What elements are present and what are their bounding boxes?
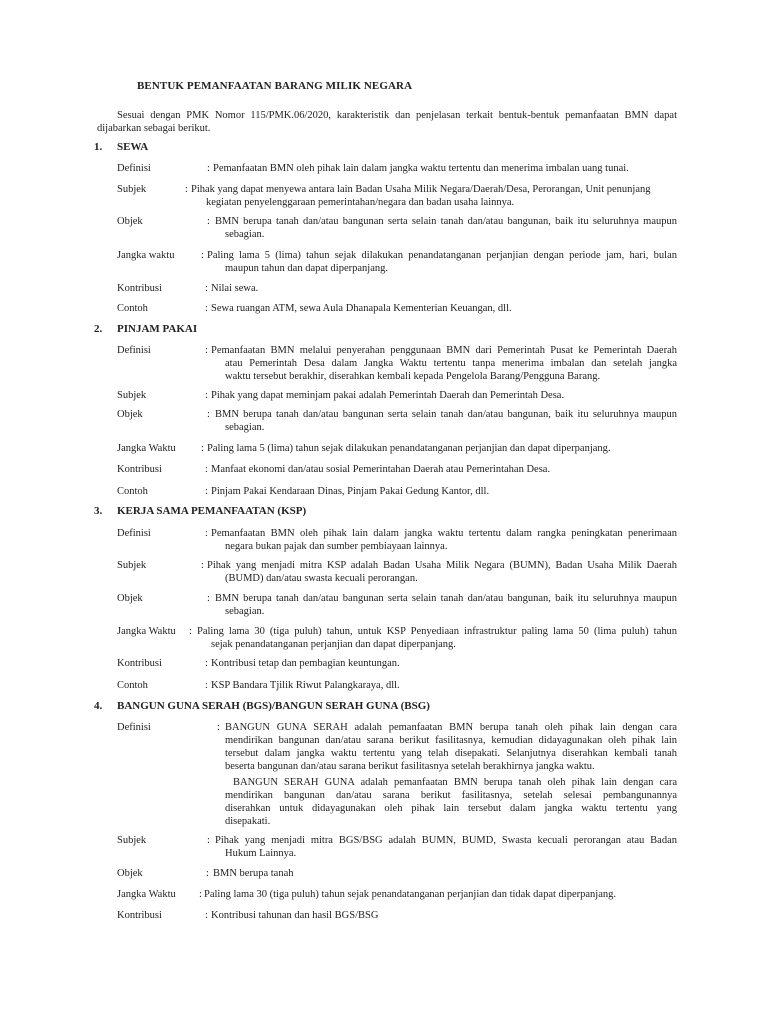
field-value-line: mendirikan bangunan dan/atau sarana berikut fasilitasnya, kemudian didayagunakan oleh pihak lain: [225, 735, 677, 746]
section-title: KERJA SAMA PEMANFAATAN (KSP): [117, 505, 307, 517]
field-value: [215, 592, 677, 618]
field-value-line: kegiatan penyelenggaraan pemerintahan/negara dan badan usaha lainnya.: [206, 197, 515, 208]
field-label: Definisi: [117, 163, 151, 174]
field-value-line: beserta bangunan dan/atau sarana berikut fasilitasnya setelah berakhirnya jangka waktu.: [225, 761, 595, 772]
field-value-line: Pemanfaatan BMN oleh pihak lain dalam jangka waktu tertentu dalam rangka peningkatan penerimaan: [211, 528, 677, 539]
field-value: [215, 408, 677, 434]
field-colon: :: [205, 303, 208, 314]
section-heading-sewa: [94, 141, 148, 154]
field-value-line: BANGUN GUNA SERAH adalah pemanfaatan BMN berupa tanah oleh pihak lain dengan cara: [225, 722, 677, 733]
field-colon: :: [205, 345, 208, 356]
field-label: Jangka Waktu: [117, 889, 176, 900]
definisi-bgs-paragraph: [225, 721, 677, 773]
field-value: Pinjam Pakai Kendaraan Dinas, Pinjam Pakai Gedung Kantor, dll.: [211, 486, 490, 497]
field-colon: :: [205, 528, 208, 539]
definisi-bsg-paragraph: [225, 776, 677, 828]
field-colon: :: [201, 443, 204, 454]
field-value-line: negara bukan pajak dan sumber pembiayaan lainnya.: [225, 541, 448, 552]
field-label: Definisi: [117, 345, 151, 356]
field-colon: :: [205, 464, 208, 475]
field-colon: :: [185, 184, 188, 195]
field-label: Objek: [117, 593, 143, 604]
field-value: Pihak yang dapat meminjam pakai adalah Pemerintah Daerah dan Pemerintah Desa.: [211, 390, 565, 401]
field-value: Sewa ruangan ATM, sewa Aula Dhanapala Kementerian Keuangan, dll.: [211, 303, 512, 314]
field-colon: :: [207, 593, 210, 604]
field-label: Contoh: [117, 303, 148, 314]
intro-line-2: dijabarkan sebagai berikut.: [97, 123, 211, 134]
field-colon: :: [207, 216, 210, 227]
field-colon: :: [205, 486, 208, 497]
section-title: PINJAM PAKAI: [117, 323, 198, 335]
field-label: Definisi: [117, 528, 151, 539]
field-value: Paling lama 30 (tiga puluh) tahun sejak penandatanganan perjanjian dan tidak dapat diperpanjang.: [204, 889, 616, 900]
field-label: Objek: [117, 868, 143, 879]
section-number: 3.: [94, 505, 103, 517]
field-label: Kontribusi: [117, 658, 162, 669]
field-value-line: sebagian.: [225, 422, 265, 433]
field-label: Contoh: [117, 486, 148, 497]
field-colon: :: [207, 163, 210, 174]
section-title: BANGUN GUNA SERAH (BGS)/BANGUN SERAH GUNA (BSG): [117, 700, 430, 712]
field-value-line: diserahkan untuk didayagunakan oleh pihak lain tersebut dalam jangka waktu tertentu yang: [225, 803, 677, 814]
section-heading-ksp: [94, 505, 306, 518]
field-label: Subjek: [117, 560, 147, 571]
field-value-line: Pihak yang menjadi mitra BGS/BSG adalah BUMN, BUMD, Swasta kecuali perorangan atau Badan: [215, 835, 677, 846]
field-value-line: mendirikan bangunan dan/atau sarana berikut fasilitasnya, setelah selesai pembangunannya: [225, 790, 677, 801]
section-heading-bgs-bsg: [94, 700, 430, 713]
section-heading-pinjam-pakai: [94, 323, 197, 336]
field-value: Kontribusi tetap dan pembagian keuntungan.: [211, 658, 400, 669]
field-colon: :: [207, 409, 210, 420]
field-label: Subjek: [117, 390, 147, 401]
field-value-line: Paling lama 30 (tiga puluh) tahun, untuk KSP Penyediaan infrastruktur paling lama 50 (lima puluh) tahun: [197, 626, 677, 637]
field-label: Definisi: [117, 722, 151, 733]
field-label: Kontribusi: [117, 910, 162, 921]
field-value-line: disepakati.: [225, 816, 271, 827]
field-value: Pemanfaatan BMN oleh pihak lain dalam jangka waktu tertentu dan menerima imbalan uang tunai.: [213, 163, 629, 174]
field-value-line: atau Pemerintah Desa dalam Jangka Waktu tertentu tanpa menerima imbalan dan setelah jangka: [225, 358, 677, 369]
field-value-line: Paling lama 5 (lima) tahun sejak dilakukan penandatanganan perjanjian dengan periode jam, hari, bulan: [207, 250, 677, 261]
field-label: Jangka waktu: [117, 250, 175, 261]
field-label: Jangka Waktu: [117, 626, 176, 637]
section-title: SEWA: [117, 141, 149, 153]
field-value: [207, 559, 677, 585]
field-label: Subjek: [117, 835, 147, 846]
field-value-line: Pihak yang dapat menyewa antara lain Badan Usaha Milik Negara/Daerah/Desa, Perorangan, Unit penunjang: [191, 184, 651, 195]
field-value: Paling lama 5 (lima) tahun sejak dilakukan penandatanganan perjanjian dan dapat diperpanjang.: [207, 443, 611, 454]
field-value-line: BANGUN SERAH GUNA adalah pemanfaatan BMN berupa tanah oleh pihak lain dengan cara: [233, 777, 677, 788]
field-value-line: sebagian.: [225, 229, 265, 240]
field-value-line: BMN berupa tanah dan/atau bangunan serta selain tanah dan/atau bangunan, baik itu seluruhnya maupun: [215, 409, 677, 420]
field-colon: :: [206, 868, 209, 879]
field-value-line: maupun tahun dan dapat diperpanjang.: [225, 263, 388, 274]
field-value-line: Pihak yang menjadi mitra KSP adalah Badan Usaha Milik Negara (BUMN), Badan Usaha Milik Daerah: [207, 560, 677, 571]
section-number: 2.: [94, 323, 103, 335]
field-value: [211, 527, 677, 553]
field-colon: :: [189, 626, 192, 637]
field-colon: :: [217, 722, 220, 733]
field-label: Kontribusi: [117, 464, 162, 475]
intro-line-1: Sesuai dengan PMK Nomor 115/PMK.06/2020, karakteristik dan penjelasan terkait bentuk-bentuk pemanfaatan BMN dapat: [117, 110, 677, 121]
field-label: Subjek: [117, 184, 147, 195]
field-value-line: Hukum Lainnya.: [225, 848, 297, 859]
field-value-line: (BUMD) dan/atau swasta kecuali perorangan.: [225, 573, 418, 584]
field-colon: :: [205, 390, 208, 401]
field-value: Manfaat ekonomi dan/atau sosial Pemerintahan Daerah atau Pemerintahan Desa.: [211, 464, 551, 475]
field-value: [215, 215, 677, 241]
field-label: Jangka Waktu: [117, 443, 176, 454]
field-colon: :: [207, 835, 210, 846]
page-title: BENTUK PEMANFAATAN BARANG MILIK NEGARA: [137, 80, 413, 92]
field-value-line: tersebut dalam jangka waktu tertentu yang telah disepakati. Selanjutnya diserahkan kembali tanah: [225, 748, 677, 759]
field-value-line: BMN berupa tanah dan/atau bangunan serta selain tanah dan/atau bangunan, baik itu seluruhnya maupun: [215, 216, 677, 227]
field-value: KSP Bandara Tjilik Riwut Palangkaraya, dll.: [211, 680, 400, 691]
field-colon: :: [201, 560, 204, 571]
field-value-line: waktu tersebut berakhir, diserahkan kembali kepada Pengelola Barang/Pengguna Barang.: [225, 371, 601, 382]
section-number: 1.: [94, 141, 103, 153]
field-value-line: BMN berupa tanah dan/atau bangunan serta selain tanah dan/atau bangunan, baik itu seluruhnya maupun: [215, 593, 677, 604]
field-label: Objek: [117, 409, 143, 420]
intro-paragraph: [97, 109, 677, 135]
field-value: [207, 249, 677, 275]
field-value: Kontribusi tahunan dan hasil BGS/BSG: [211, 910, 379, 921]
field-value: [191, 183, 677, 209]
field-colon: :: [205, 680, 208, 691]
field-value: Nilai sewa.: [211, 283, 259, 294]
field-colon: :: [205, 910, 208, 921]
field-value: [215, 834, 677, 860]
field-label: Contoh: [117, 680, 148, 691]
field-value-line: sebagian.: [225, 606, 265, 617]
field-colon: :: [201, 250, 204, 261]
field-colon: :: [205, 283, 208, 294]
field-label: Kontribusi: [117, 283, 162, 294]
field-colon: :: [199, 889, 202, 900]
field-label: Objek: [117, 216, 143, 227]
field-colon: :: [205, 658, 208, 669]
field-value-line: sejak penandatanganan perjanjian dan dapat diperpanjang.: [211, 639, 456, 650]
section-number: 4.: [94, 700, 103, 712]
field-value: [197, 625, 677, 651]
field-value-line: Pemanfaatan BMN melalui penyerahan penggunaan BMN dari Pemerintah Pusat ke Pemerintah Daerah: [211, 345, 677, 356]
field-value: [211, 344, 677, 383]
field-value: BMN berupa tanah: [213, 868, 294, 879]
